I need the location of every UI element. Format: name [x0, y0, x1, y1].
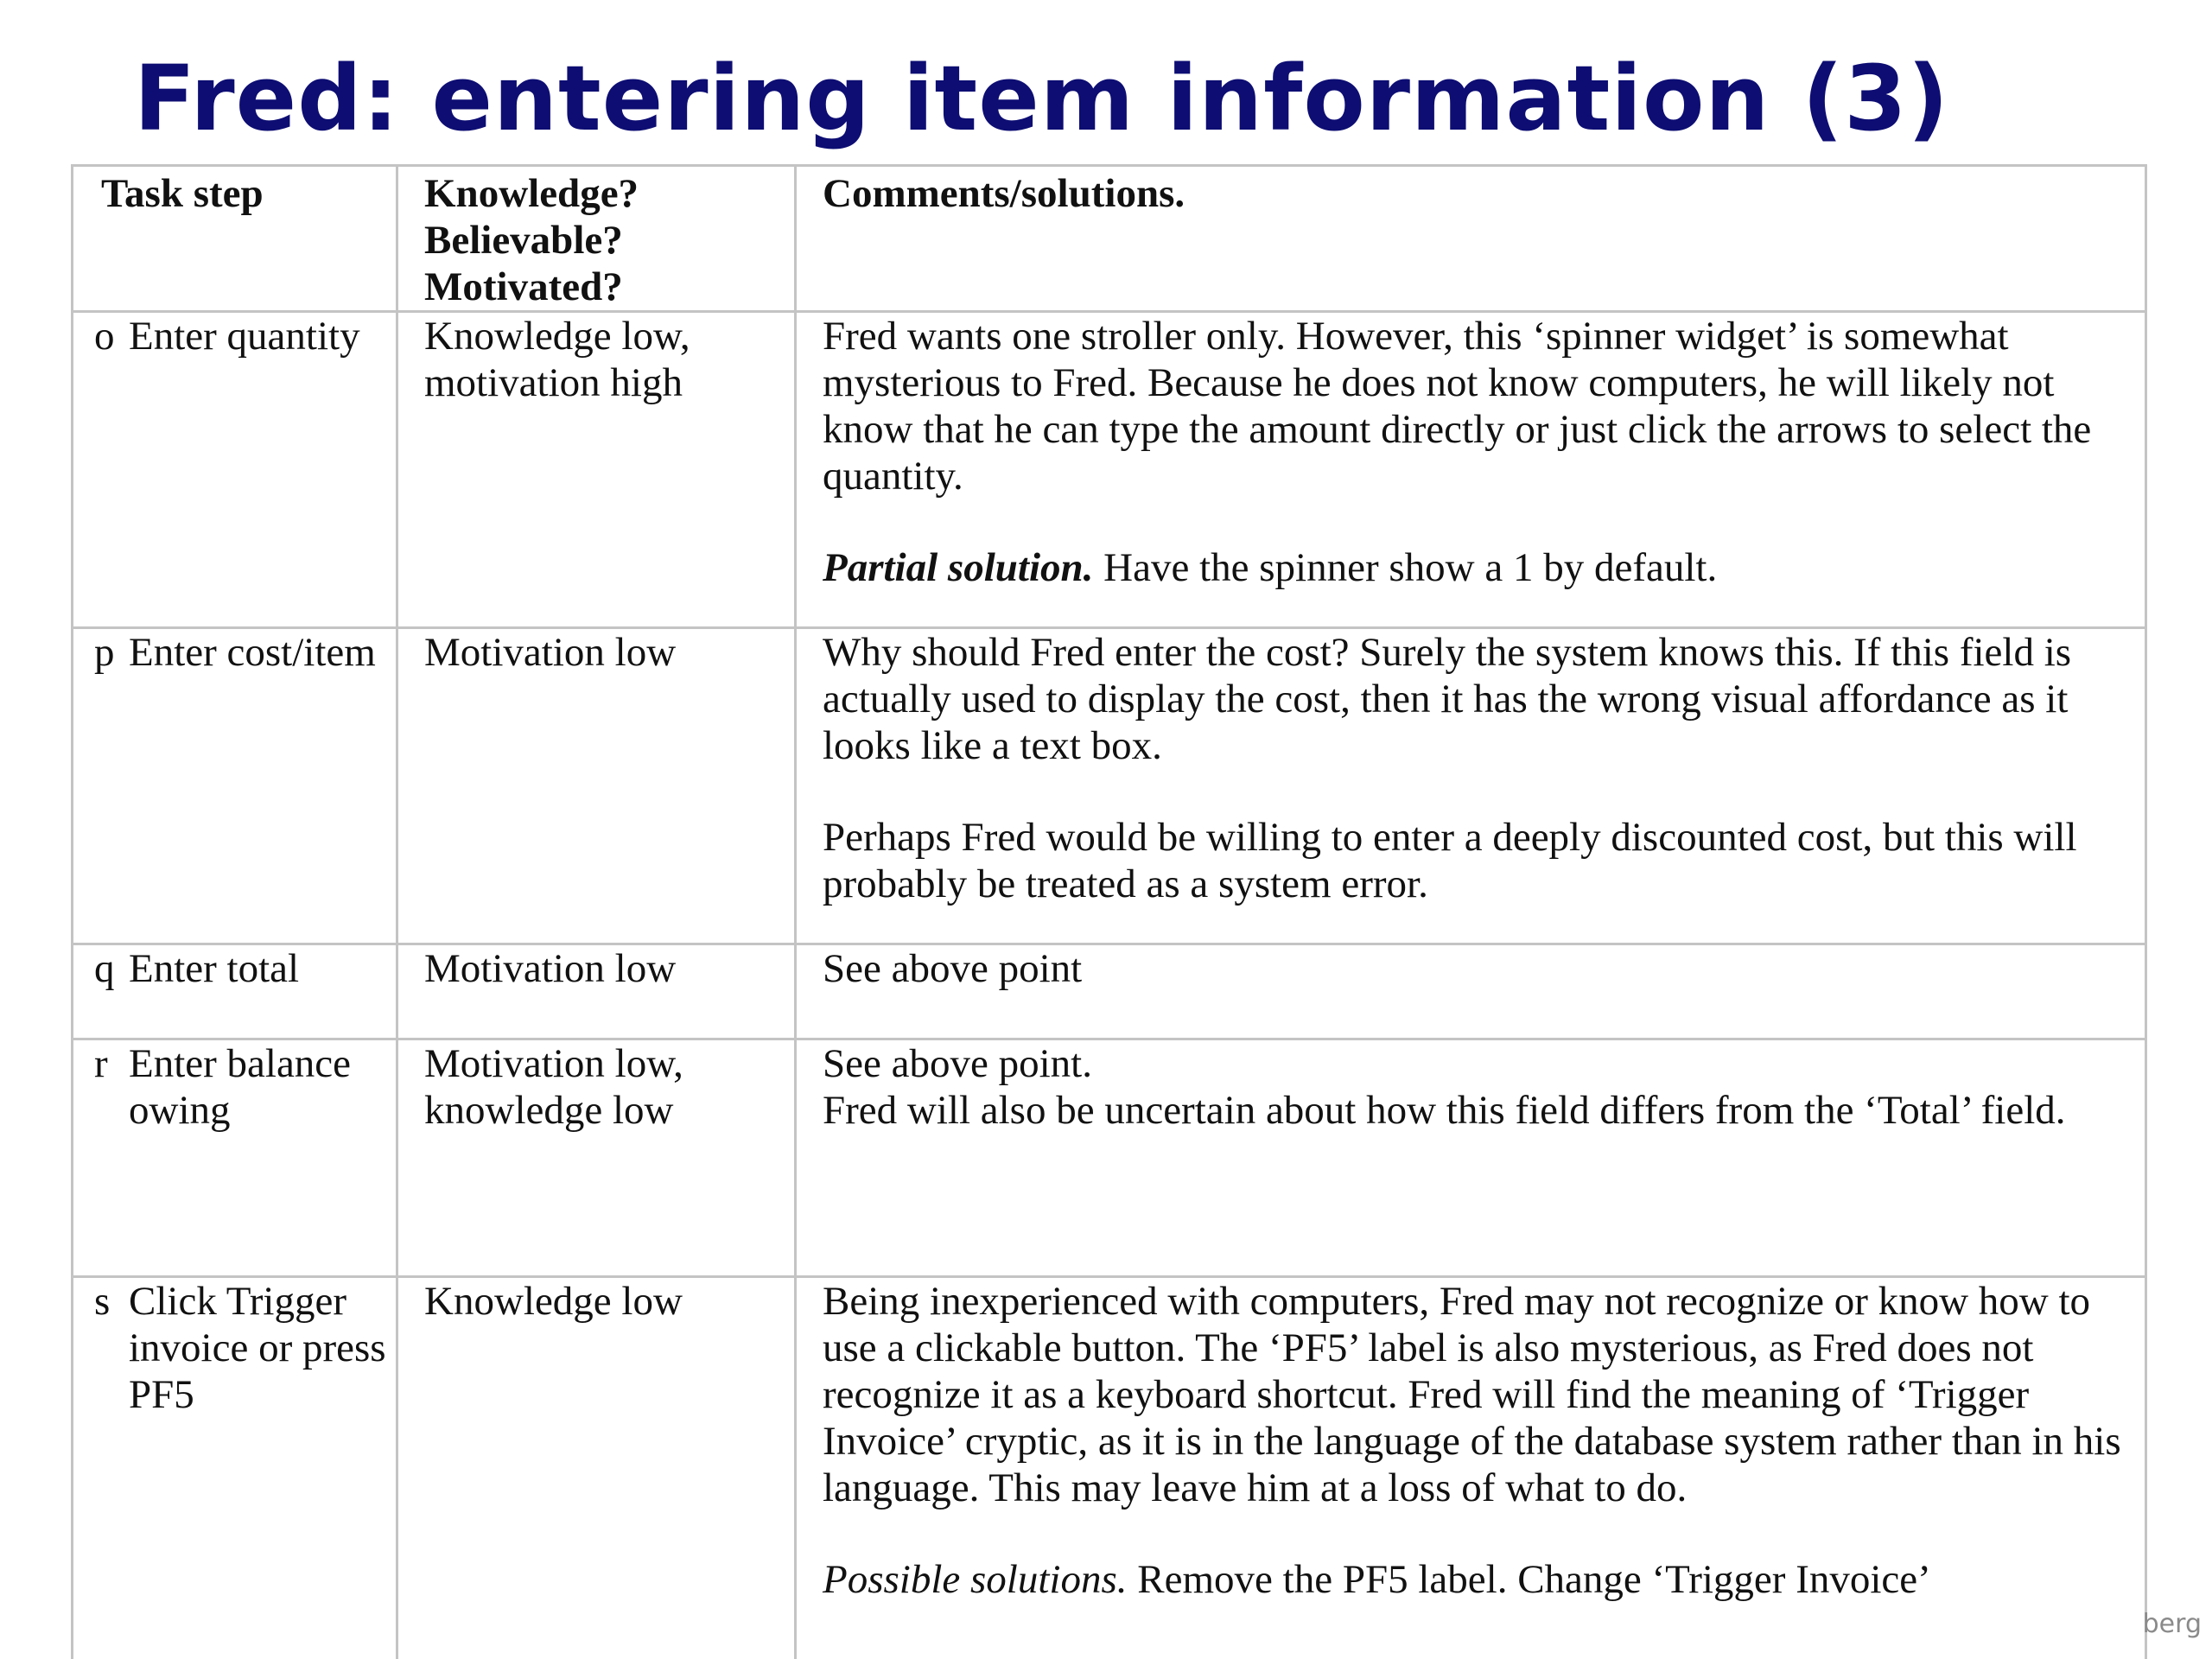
- assessment-cell: Motivation low, knowledge low: [397, 1039, 796, 1277]
- header-task-step: Task step: [73, 166, 397, 312]
- comment-text: See above point.: [823, 1041, 1092, 1086]
- comment-cell: [796, 1277, 2146, 1659]
- assessment-cell: Knowledge low: [397, 1277, 796, 1659]
- step-letter: s: [94, 1279, 111, 1324]
- footer-fragment: berg: [2142, 1609, 2202, 1639]
- task-step-cell: [73, 944, 397, 1039]
- table-row: [73, 944, 2146, 1039]
- task-step-cell: [73, 628, 397, 944]
- assessment-cell: Motivation low: [397, 944, 796, 1039]
- comment-text: Fred wants one stroller only. However, this ‘spinner widget’ is somewhat mysterious to Fred. Because he does not know computers, he will likely not know that he can type the amount directly or just click the arrows to select the quantity.: [823, 314, 2092, 499]
- table-row: [73, 628, 2146, 944]
- header-assessment-line: Knowledge?: [424, 171, 639, 216]
- comment-text: Fred will also be uncertain about how this field differs from the ‘Total’ field.: [823, 1088, 2066, 1133]
- solution-label: Possible solutions.: [823, 1557, 1128, 1602]
- comment-cell: [796, 312, 2146, 628]
- slide-title: Fred: entering item information (3): [134, 46, 1950, 151]
- step-text: Click Trigger invoice or press PF5: [129, 1279, 386, 1417]
- solution-body: Remove the PF5 label. Change ‘Trigger Invoice’: [1127, 1557, 1931, 1602]
- task-step-cell: [73, 1277, 397, 1659]
- comment-cell: [796, 1039, 2146, 1277]
- step-text: Enter quantity: [129, 314, 360, 359]
- step-text: Enter balance owing: [129, 1041, 352, 1133]
- comment-text: Being inexperienced with computers, Fred may not recognize or know how to use a clickable button. The ‘PF5’ label is also mysterious, as Fred does not recognize it as a keyboard shortcut. Fred will find the meaning of ‘Trigger Invoice’ cryptic, as it is in the language of the database system rather than in his language. This may leave him at a loss of what to do.: [823, 1279, 2121, 1510]
- solution-label: Partial solution.: [823, 545, 1094, 590]
- table-row: [73, 1039, 2146, 1277]
- step-letter: q: [94, 946, 115, 991]
- step-text: Enter cost/item: [129, 630, 376, 675]
- task-step-cell: [73, 312, 397, 628]
- assessment-cell: Motivation low: [397, 628, 796, 944]
- comment-text: Why should Fred enter the cost? Surely the system knows this. If this field is actually used to display the cost, then it has the wrong visual affordance as it looks like a text box.: [823, 630, 2072, 768]
- comment-cell: [796, 628, 2146, 944]
- table-header-row: [73, 166, 2146, 312]
- step-letter: r: [94, 1041, 108, 1086]
- solution-body: Have the spinner show a 1 by default.: [1093, 545, 1718, 590]
- table-row: [73, 1277, 2146, 1659]
- task-analysis-table: [71, 164, 2147, 1659]
- comment-cell: See above point: [796, 944, 2146, 1039]
- assessment-cell: Knowledge low, motivation high: [397, 312, 796, 628]
- solution-text: [823, 544, 2136, 591]
- solution-text: [823, 1556, 2136, 1603]
- table-row: [73, 312, 2146, 628]
- header-assessment-line: Motivated?: [424, 264, 623, 309]
- comment-text: Perhaps Fred would be willing to enter a deeply discounted cost, but this will probably be treated as a system error.: [823, 815, 2077, 906]
- step-text: Enter total: [129, 946, 300, 991]
- header-comments: Comments/solutions.: [796, 166, 2146, 312]
- step-letter: o: [94, 314, 115, 359]
- task-step-cell: [73, 1039, 397, 1277]
- step-letter: p: [94, 630, 115, 675]
- header-assessment: [397, 166, 796, 312]
- header-assessment-line: Believable?: [424, 218, 623, 263]
